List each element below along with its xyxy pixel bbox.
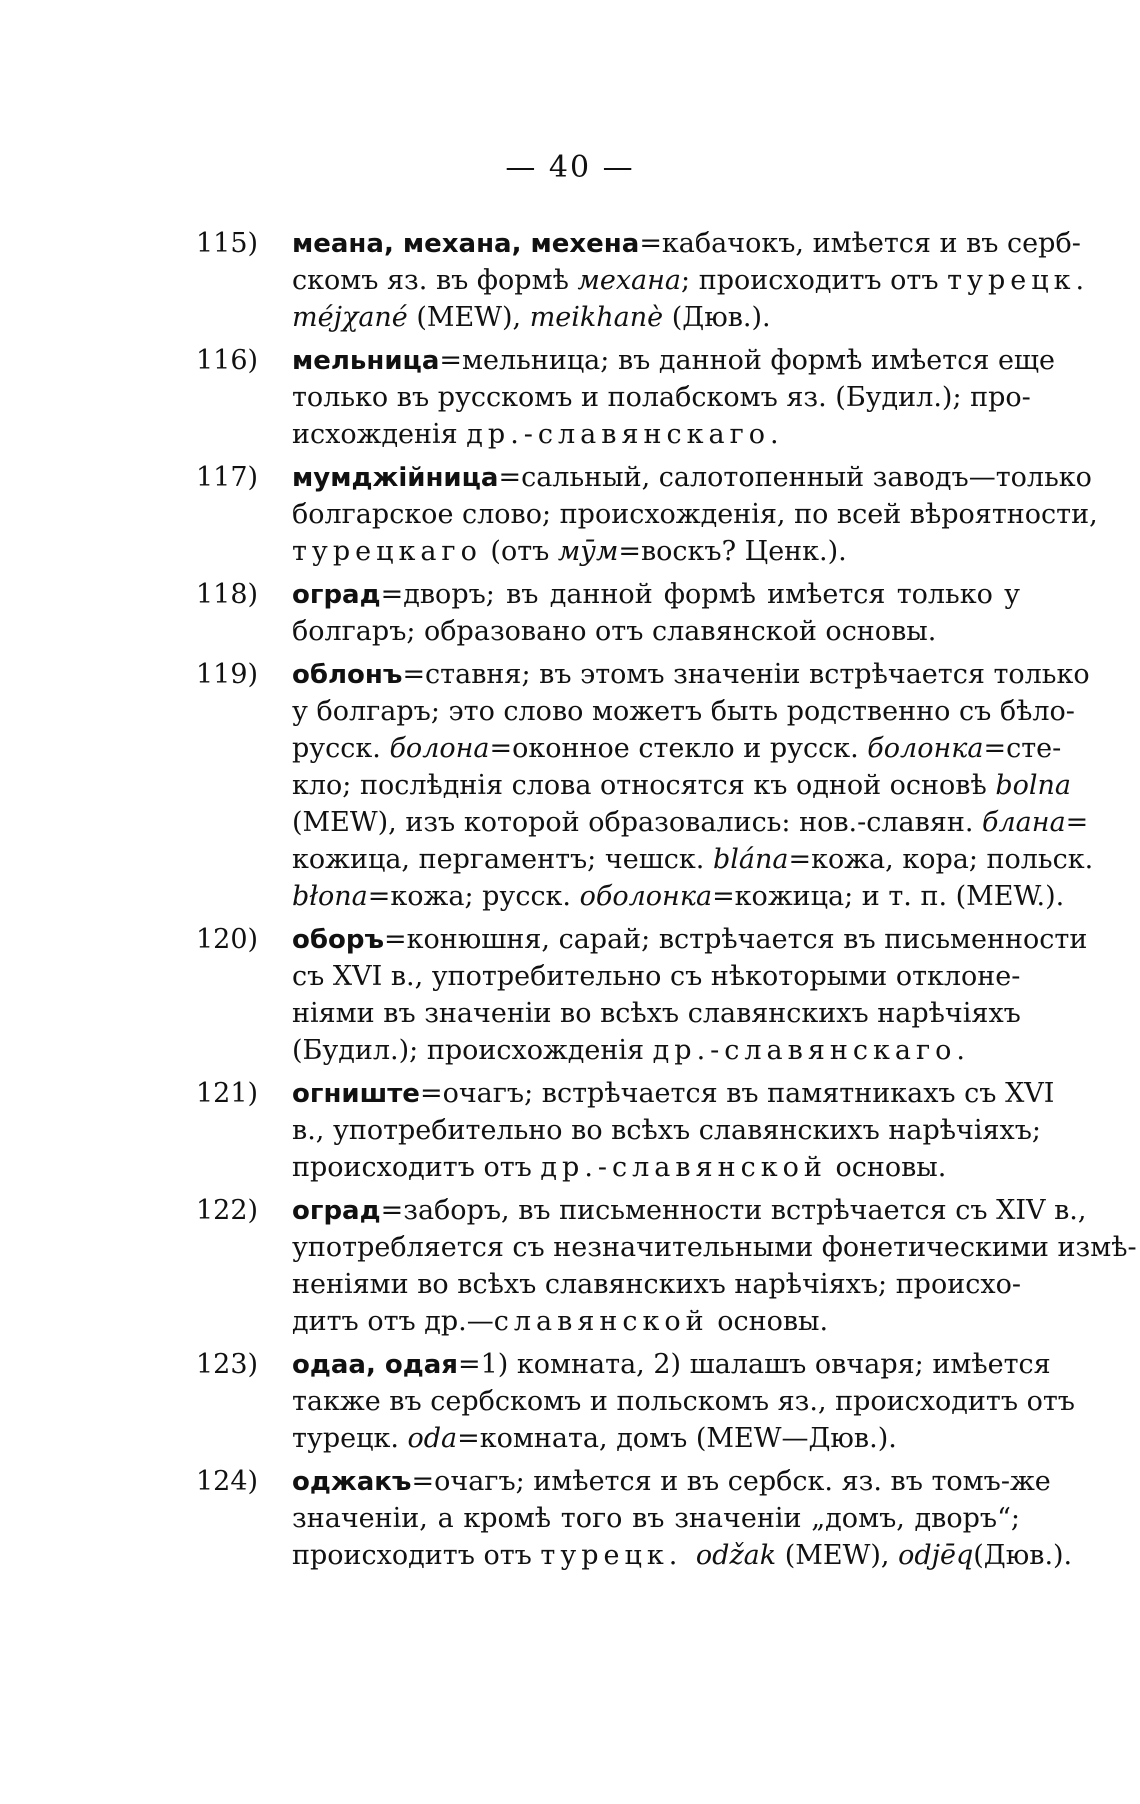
entry-line [292,878,1065,915]
entry-text: болгаръ; образовано отъ славянской основы. [292,616,937,647]
entry-line [292,459,1092,496]
entry-line [292,416,1020,453]
entry-line [292,1537,1073,1574]
entry-line [292,730,1062,767]
italic-term: мӯм [557,536,619,567]
entry-number: 124) [196,1466,259,1497]
entry-line [292,958,1020,995]
entry-text: значеніи, а кромѣ того въ значеніи „домъ, дворъ“; [292,1503,1020,1534]
entry-text: =воскъ? Ценк.). [618,536,847,567]
entry-text: =оконное стекло и русск. [489,733,868,764]
italic-term: механа [577,265,682,296]
headword: огниште [292,1079,420,1109]
entry-text: употребляется съ незначительными фонетическими измѣ- [292,1232,1137,1263]
italic-term: meikhanè [529,302,664,333]
dictionary-entry [196,576,1020,650]
dictionary-entry [196,1463,1073,1574]
dictionary-entry [196,1075,1055,1186]
italic-term: bolna [995,770,1072,801]
spaced-term: славянской [493,1306,709,1337]
italic-term: odjēq [898,1540,974,1571]
entry-line [292,1500,1020,1537]
dictionary-entry [196,921,1088,1069]
entry-line [292,1192,1087,1229]
headword: мумджійница [292,463,499,493]
entry-number: 118) [196,579,259,610]
entry-text: =дворъ; въ данной формѣ имѣется только у [380,579,1020,610]
entry-line [292,1383,1075,1420]
italic-term: блана [982,807,1066,838]
dictionary-entry [196,459,1098,570]
entry-line [292,1463,1051,1500]
entry-text: у болгаръ; это слово можетъ быть родственно съ бѣло- [292,696,1075,727]
entry-line [292,1346,1051,1383]
entry-text: =заборъ, въ письменности встрѣчается съ XIV в., [380,1195,1087,1226]
entry-number: 122) [196,1195,259,1226]
spaced-term: турецкаго [292,536,482,567]
italic-term: błona [292,881,368,912]
headword: облонъ [292,660,403,690]
headword: оджакъ [292,1467,412,1497]
entry-line [292,1075,1055,1112]
entry-text: также въ сербскомъ и польскомъ яз., происходитъ отъ [292,1386,1075,1417]
entry-line [292,1229,1137,1266]
entry-text: (Будил.); происхожденія [292,1035,653,1066]
entry-number: 115) [196,228,259,259]
entry-line [292,379,1031,416]
entry-line [292,533,1020,570]
entry-text: (MEW), [776,1540,899,1571]
entry-text: =сальный, салотопенный заводъ—только [498,462,1092,493]
entry-line [292,841,1094,878]
entry-text: (MEW), изъ которой образовались: нов.-славян. [292,807,983,838]
entry-text: (Дюв.). [973,1540,1073,1571]
entry-text: =кожица; и т. п. (MEW.). [712,881,1065,912]
entry-text: неніями во всѣхъ славянскихъ нарѣчіяхъ; происхо- [292,1269,1021,1300]
entry-text: (отъ [481,536,558,567]
entry-line [292,225,1081,262]
entry-text: турецк. [292,1423,408,1454]
entry-text: ; происходитъ отъ [681,265,948,296]
entry-line [292,1112,1042,1149]
entry-line [292,1303,1020,1340]
entry-text: (Дюв.). [663,302,771,333]
entry-number: 119) [196,659,259,690]
entry-line [292,693,1075,730]
spaced-term: др.-славянскаго. [466,419,784,450]
entry-text: исхожденія [292,419,467,450]
spaced-term: др.-славянскаго. [652,1035,970,1066]
entry-line [292,342,1055,379]
entry-number: 117) [196,462,259,493]
entry-text: =очагъ; встрѣчается въ памятникахъ съ XVI [419,1078,1055,1109]
entry-line [292,1420,1020,1457]
entry-text: происходитъ отъ [292,1152,541,1183]
entry-text: русск. [292,733,390,764]
entry-line [292,1149,1020,1186]
entry-text: кожица, пергаментъ; чешск. [292,844,713,875]
entry-line [292,496,1098,533]
headword: оград [292,580,381,610]
entry-text: =ставня; въ этомъ значеніи встрѣчается только [402,659,1090,690]
entry-text: (MEW), [407,302,530,333]
dictionary-entry [196,1192,1137,1340]
headword: меана, механа, мехена [292,229,640,259]
entry-line [292,299,1020,336]
entry-text: =1) комната, 2) шалашъ овчаря; имѣется [457,1349,1051,1380]
entry-text: ніями въ значеніи во всѣхъ славянскихъ нарѣчіяхъ [292,998,1021,1029]
italic-term: болона [389,733,490,764]
entry-number: 116) [196,345,259,376]
italic-term: oda [407,1423,458,1454]
dictionary-entry [196,342,1055,453]
entry-text: =кожа, кора; польск. [788,844,1094,875]
headword: оборъ [292,925,385,955]
entry-line [292,656,1090,693]
entry-text: =кабачокъ, имѣется и въ серб- [639,228,1081,259]
entry-text: кло; послѣднія слова относятся къ одной основѣ [292,770,996,801]
spaced-term: турецк. [947,265,1090,296]
headword: мельница [292,346,440,376]
entry-number: 123) [196,1349,259,1380]
entry-text: съ XVI в., употребительно съ нѣкоторыми отклоне- [292,961,1021,992]
entry-text: только въ русскомъ и полабскомъ яз. (Будил.); про- [292,382,1031,413]
spaced-term: турецк. [540,1540,696,1571]
headword: оград [292,1196,381,1226]
entry-text: основы. [826,1152,947,1183]
entry-text: =очагъ; имѣется и въ сербск. яз. въ томъ-же [411,1466,1051,1497]
dictionary-entry [196,225,1090,336]
entry-text: =конюшня, сарай; встрѣчается въ письменности [384,924,1088,955]
entry-text: =сте- [983,733,1062,764]
entry-text: =кожа; русск. [367,881,580,912]
entry-text: происходитъ отъ [292,1540,541,1571]
entry-line [292,1032,1020,1069]
page-number: — 40 — [505,150,635,185]
entry-line [292,804,1089,841]
italic-term: болонка [867,733,984,764]
entry-text: =комната, домъ (MEW—Дюв.). [457,1423,897,1454]
spaced-term: др.-славянской [540,1152,827,1183]
entry-number: 121) [196,1078,259,1109]
entry-line [292,613,1020,650]
dictionary-entry [196,1346,1075,1457]
headword: одаа, одая [292,1350,458,1380]
entry-text: дитъ отъ др.— [292,1306,494,1337]
dictionary-entry [196,656,1094,915]
italic-term: odžak [695,1540,777,1571]
entry-text: болгарское слово; происхожденія, по всей вѣроятности, [292,499,1098,530]
entry-text: основы. [708,1306,829,1337]
entry-line [292,1266,1020,1303]
entry-line [292,921,1088,958]
entry-text: = [1065,807,1089,838]
italic-term: méjχané [292,302,408,333]
entry-line [292,767,1072,804]
italic-term: bláпа [712,844,789,875]
entry-text: скомъ яз. въ формѣ [292,265,578,296]
entry-text: в., употребительно во всѣхъ славянскихъ нарѣчіяхъ; [292,1115,1042,1146]
italic-term: оболонка [579,881,713,912]
entry-text: =мельница; въ данной формѣ имѣется еще [439,345,1055,376]
entry-number: 120) [196,924,259,955]
entry-line [292,995,1020,1032]
dictionary-entries [196,225,1137,1580]
entry-line [292,576,1020,613]
entry-line [292,262,1090,299]
